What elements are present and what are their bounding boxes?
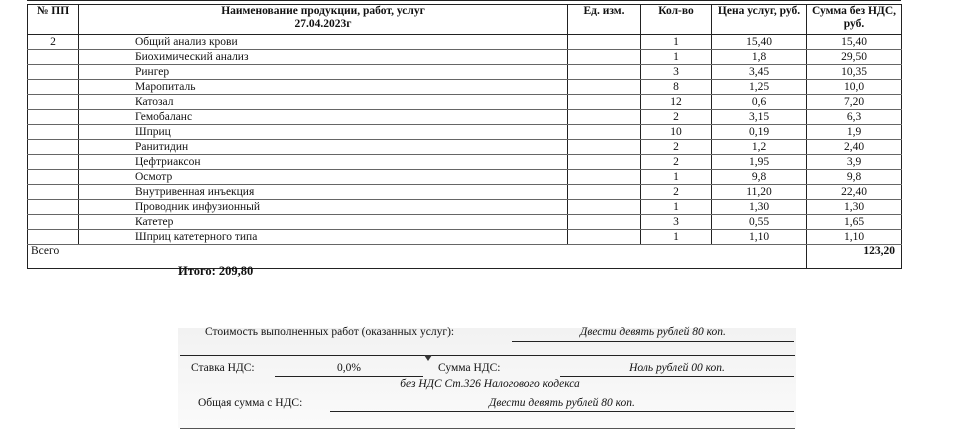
table-row	[28, 50, 902, 65]
row-sum: 10,35	[807, 65, 902, 80]
row-qty: 1	[641, 35, 712, 50]
row-sum: 10,0	[807, 80, 902, 95]
row-num	[28, 95, 79, 110]
row-unit	[568, 215, 641, 230]
row-num	[28, 140, 79, 155]
row-name: Маропиталь	[79, 80, 568, 95]
total-vat-underline	[330, 411, 794, 412]
row-price: 15,40	[712, 35, 807, 50]
row-name: Рингер	[79, 65, 568, 80]
row-sum: 29,50	[807, 50, 902, 65]
row-num	[28, 230, 79, 245]
row-num	[28, 170, 79, 185]
row-price: 1,8	[712, 50, 807, 65]
row-sum: 2,40	[807, 140, 902, 155]
row-sum: 15,40	[807, 35, 902, 50]
row-unit	[568, 140, 641, 155]
cost-value: Двести девять рублей 80 коп.	[580, 326, 726, 338]
row-sum: 1,30	[807, 200, 902, 215]
row-unit	[568, 80, 641, 95]
vat-rate-label: Ставка НДС:	[191, 362, 255, 374]
row-unit	[568, 50, 641, 65]
header-num: № ПП	[28, 5, 79, 35]
table-row	[28, 200, 902, 215]
row-name: Шприц катетерного типа	[79, 230, 568, 245]
row-num	[28, 110, 79, 125]
row-name: Проводник инфузионный	[79, 200, 568, 215]
table-row	[28, 110, 902, 125]
row-name: Биохимический анализ	[79, 50, 568, 65]
table-row	[28, 185, 902, 200]
table-row	[28, 125, 902, 140]
table-row	[28, 140, 902, 155]
row-sum: 6,3	[807, 110, 902, 125]
row-name: Шприц	[79, 125, 568, 140]
row-unit	[568, 170, 641, 185]
row-sum: 3,9	[807, 155, 902, 170]
header-name-line1: Наименование продукции, работ, услуг	[221, 5, 425, 17]
row-sum: 1,65	[807, 215, 902, 230]
row-price: 1,25	[712, 80, 807, 95]
vat-sum-value: Ноль рублей 00 коп.	[629, 362, 725, 374]
row-name: Цефтриаксон	[79, 155, 568, 170]
table-row	[28, 35, 902, 50]
total-vat-label: Общая сумма с НДС:	[198, 397, 303, 409]
row-num	[28, 200, 79, 215]
total-value: 123,20	[807, 245, 902, 269]
row-sum: 1,10	[807, 230, 902, 245]
vat-rate-value: 0,0%	[337, 362, 361, 374]
row-sum: 1,9	[807, 125, 902, 140]
table-row	[28, 95, 902, 110]
row-num	[28, 185, 79, 200]
total-vat-value: Двести девять рублей 80 коп.	[489, 397, 635, 409]
table-top-border	[27, 0, 901, 1]
row-price: 1,95	[712, 155, 807, 170]
row-name: Общий анализ крови	[79, 35, 568, 50]
row-qty: 2	[641, 140, 712, 155]
row-qty: 1	[641, 200, 712, 215]
table-header-row	[28, 5, 902, 35]
row-price: 9,8	[712, 170, 807, 185]
row-qty: 2	[641, 185, 712, 200]
row-qty: 10	[641, 125, 712, 140]
total-row	[28, 245, 902, 269]
mark-icon	[424, 355, 432, 361]
row-sum: 9,8	[807, 170, 902, 185]
row-unit	[568, 200, 641, 215]
vat-note: без НДС Ст.326 Налогового кодекса	[400, 378, 580, 390]
row-sum: 7,20	[807, 95, 902, 110]
grand-total: Итого: 209,80	[178, 264, 254, 278]
vat-sum-label: Сумма НДС:	[438, 362, 501, 374]
row-price: 0,55	[712, 215, 807, 230]
table-row	[28, 80, 902, 95]
separator-line	[180, 355, 795, 356]
row-unit	[568, 155, 641, 170]
row-name: Внутривенная инъекция	[79, 185, 568, 200]
row-num	[28, 65, 79, 80]
row-qty: 2	[641, 155, 712, 170]
row-price: 1,30	[712, 200, 807, 215]
row-qty: 1	[641, 50, 712, 65]
table-row	[28, 170, 902, 185]
row-name: Катетер	[79, 215, 568, 230]
row-qty: 12	[641, 95, 712, 110]
row-num: 2	[28, 35, 79, 50]
row-price: 0,19	[712, 125, 807, 140]
header-name-line2: 27.04.2023г	[294, 18, 352, 30]
header-name	[79, 5, 568, 35]
row-num	[28, 50, 79, 65]
row-unit	[568, 35, 641, 50]
row-qty: 1	[641, 170, 712, 185]
row-qty: 8	[641, 80, 712, 95]
table-row	[28, 215, 902, 230]
row-unit	[568, 185, 641, 200]
row-qty: 3	[641, 215, 712, 230]
services-table	[27, 4, 902, 269]
cost-underline	[512, 341, 794, 342]
row-name: Гемобаланс	[79, 110, 568, 125]
table-row	[28, 230, 902, 245]
row-sum: 22,40	[807, 185, 902, 200]
table-row	[28, 65, 902, 80]
table-row	[28, 155, 902, 170]
header-qty: Кол-во	[641, 5, 712, 35]
row-unit	[568, 230, 641, 245]
row-name: Осмотр	[79, 170, 568, 185]
row-unit	[568, 95, 641, 110]
row-name: Ранитидин	[79, 140, 568, 155]
row-price: 0,6	[712, 95, 807, 110]
row-num	[28, 215, 79, 230]
header-unit: Ед. изм.	[568, 5, 641, 35]
header-price: Цена услуг, руб.	[712, 5, 807, 35]
row-price: 3,15	[712, 110, 807, 125]
row-qty: 1	[641, 230, 712, 245]
total-label: Всего	[28, 245, 807, 269]
row-name: Катозал	[79, 95, 568, 110]
row-qty: 2	[641, 110, 712, 125]
cost-label: Стоимость выполненных работ (оказанных услуг):	[205, 326, 455, 338]
header-sum: Сумма без НДС, руб.	[807, 5, 902, 35]
bottom-separator	[180, 428, 795, 429]
row-num	[28, 125, 79, 140]
row-num	[28, 80, 79, 95]
row-num	[28, 155, 79, 170]
row-price: 1,10	[712, 230, 807, 245]
row-price: 3,45	[712, 65, 807, 80]
row-qty: 3	[641, 65, 712, 80]
vat-rate-underline	[275, 376, 423, 377]
row-unit	[568, 125, 641, 140]
row-unit	[568, 65, 641, 80]
row-price: 11,20	[712, 185, 807, 200]
vat-sum-underline	[560, 376, 794, 377]
table-body	[28, 35, 902, 245]
row-unit	[568, 110, 641, 125]
row-price: 1,2	[712, 140, 807, 155]
